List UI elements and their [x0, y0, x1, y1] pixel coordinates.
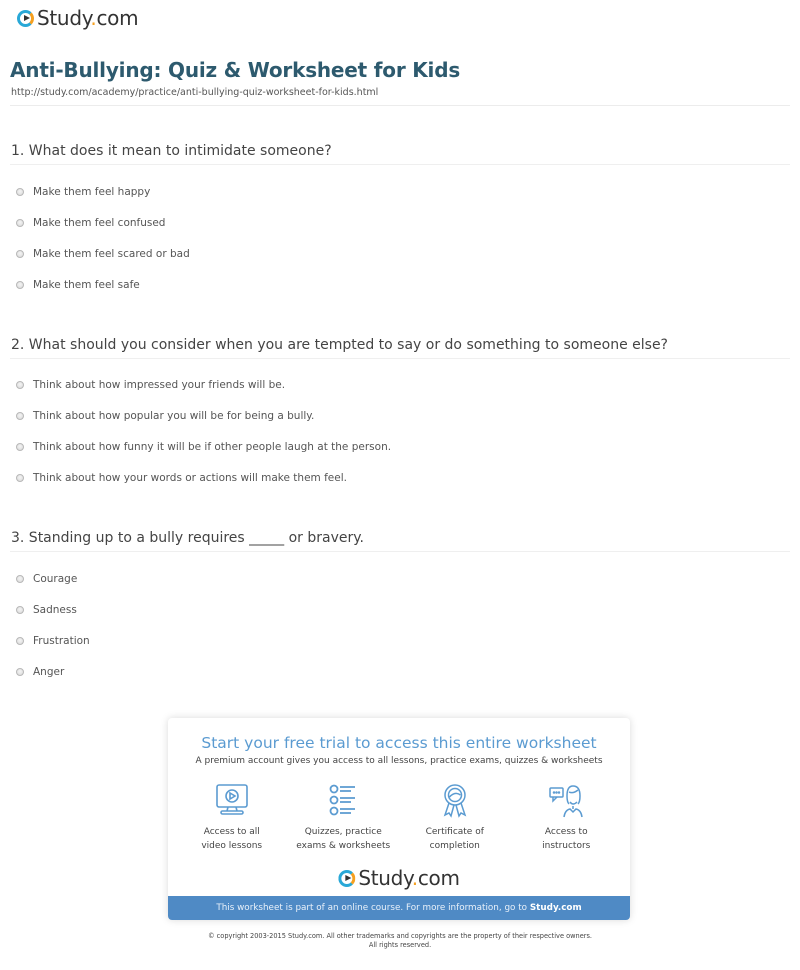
radio-button-icon[interactable] — [16, 606, 24, 614]
radio-button-icon[interactable] — [16, 188, 24, 196]
feature-certificate: Certificate of completion — [400, 782, 510, 853]
answer-option[interactable]: Make them feel confused — [16, 217, 165, 229]
quiz-list-icon — [325, 782, 361, 818]
copyright-footer: © copyright 2003-2015 Study.com. All other trademarks and copyrights are the property of their respective owners. All rights reserved. — [207, 932, 593, 949]
page-url[interactable]: http://study.com/academy/practice/anti-bullying-quiz-worksheet-for-kids.html — [11, 87, 379, 98]
radio-button-icon[interactable] — [16, 575, 24, 583]
answer-option[interactable]: Make them feel safe — [16, 279, 140, 291]
logo-wordmark: Study.com — [358, 866, 460, 890]
feature-video-lessons: Access to all video lessons — [177, 782, 287, 853]
radio-button-icon[interactable] — [16, 443, 24, 451]
feature-list — [168, 782, 630, 853]
study-logo[interactable] — [17, 6, 138, 30]
question-1: 1. What does it mean to intimidate someone? — [11, 143, 332, 159]
study-link[interactable]: Study.com — [529, 903, 582, 913]
logo-wordmark: Study.com — [37, 6, 139, 30]
radio-button-icon[interactable] — [16, 474, 24, 482]
answer-option[interactable]: Think about how your words or actions will make them feel. — [16, 472, 347, 484]
question-divider — [10, 358, 790, 359]
answer-option[interactable]: Frustration — [16, 635, 90, 647]
page-title: Anti-Bullying: Quiz & Worksheet for Kids — [10, 58, 461, 82]
answer-option[interactable]: Make them feel happy — [16, 186, 150, 198]
radio-button-icon[interactable] — [16, 412, 24, 420]
answer-option[interactable]: Think about how popular you will be for being a bully. — [16, 410, 314, 422]
answer-option[interactable]: Courage — [16, 573, 77, 585]
course-info-bar: This worksheet is part of an online course. For more information, go to Study.com — [168, 896, 630, 920]
radio-button-icon[interactable] — [16, 381, 24, 389]
radio-button-icon[interactable] — [16, 250, 24, 258]
question-3: 3. Standing up to a bully requires _____ or bravery. — [11, 530, 364, 546]
radio-button-icon[interactable] — [16, 281, 24, 289]
video-lesson-icon — [214, 782, 250, 818]
radio-button-icon[interactable] — [16, 637, 24, 645]
play-logo-icon — [338, 870, 355, 887]
answer-option[interactable]: Think about how funny it will be if other people laugh at the person. — [16, 441, 391, 453]
study-logo-promo[interactable] — [338, 866, 459, 890]
answer-option[interactable]: Think about how impressed your friends will be. — [16, 379, 285, 391]
promo-subtitle: A premium account gives you access to all lessons, practice exams, quizzes & worksheets — [195, 756, 603, 766]
answer-option[interactable]: Sadness — [16, 604, 77, 616]
certificate-icon — [437, 782, 473, 818]
instructor-icon — [548, 782, 584, 818]
question-2: 2. What should you consider when you are tempted to say or do something to someone else? — [11, 337, 668, 353]
feature-instructors: Access to instructors — [511, 782, 621, 853]
radio-button-icon[interactable] — [16, 668, 24, 676]
question-divider — [10, 551, 790, 552]
answer-option[interactable]: Make them feel scared or bad — [16, 248, 190, 260]
free-trial-promo — [168, 718, 630, 920]
answer-option[interactable]: Anger — [16, 666, 64, 678]
radio-button-icon[interactable] — [16, 219, 24, 227]
question-divider — [10, 164, 790, 165]
feature-quizzes: Quizzes, practice exams & worksheets — [288, 782, 398, 853]
header-divider — [10, 105, 790, 106]
promo-title[interactable]: Start your free trial to access this entire worksheet — [201, 734, 597, 752]
play-logo-icon — [17, 10, 34, 27]
